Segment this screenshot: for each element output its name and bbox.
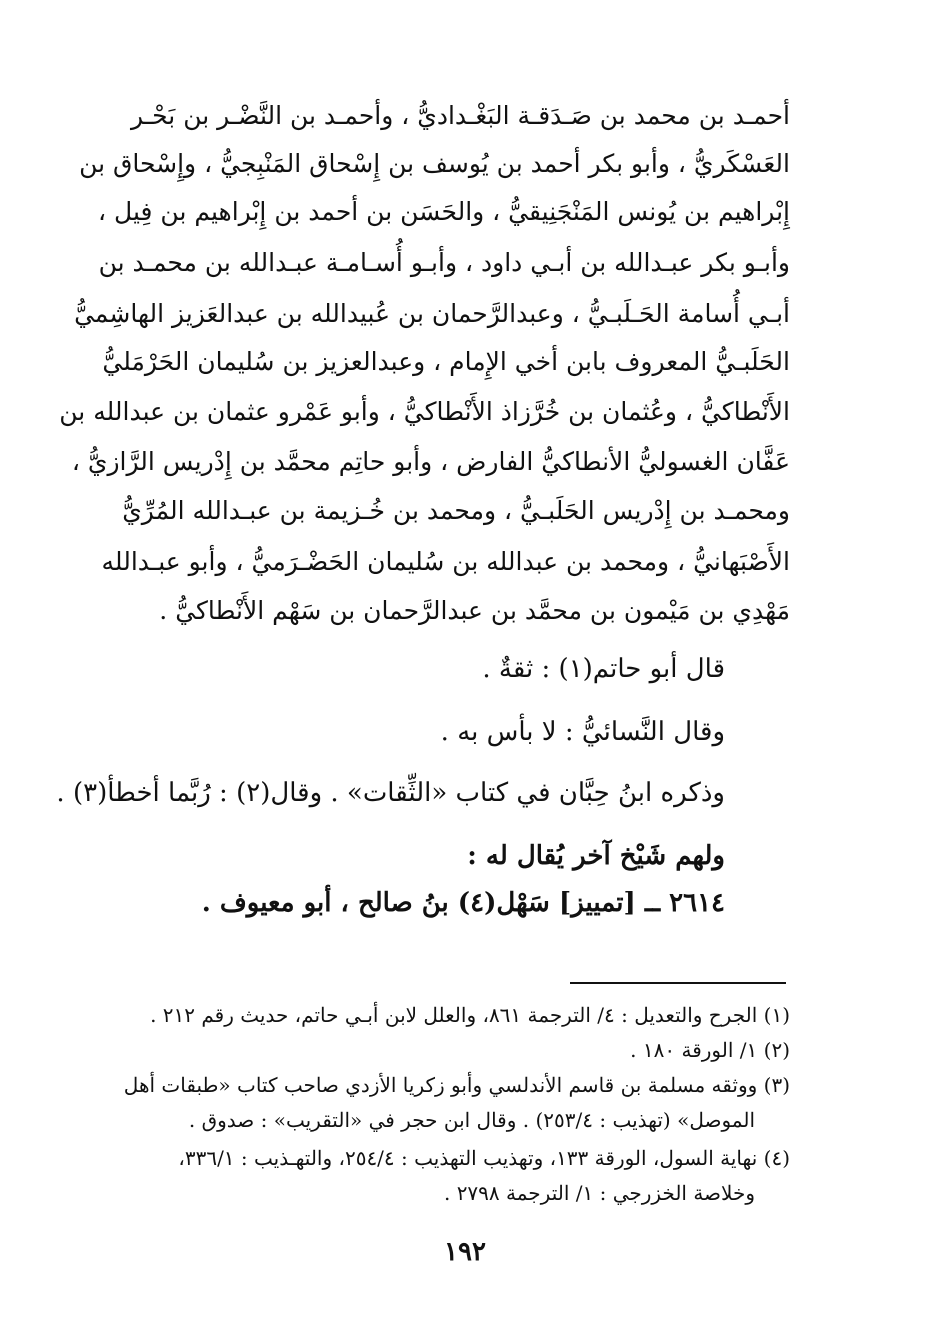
body-line-7: الأَنْطاكيُّ ، وعُثمان بن خُرَّزاذ الأَنْطاكيُّ ، وأبو عَمْرو عثمان بن عبدالله بن [59,397,790,426]
body-line-6: الحَلَبـيُّ المعروف بابن أخي الإِمام ، وعبدالعزيز بن سُليمان الحَرْمَليُّ [102,347,790,376]
body-line-10: الأَصْبَهانيُّ ، ومحمد بن عبدالله بن سُليمان الحَضْـرَميُّ ، وأبو عبـدالله [101,547,790,576]
body-line-9: ومحمـد بن إِدْريس الحَلَبـيُّ ، ومحمد بن خُـزيمة بن عبـدالله المُرِّيُّ [122,496,790,525]
quote-abu-hatim: قال أبو حاتم(١) : ثقةٌ . [482,654,725,684]
body-line-2: العَسْكَريُّ ، وأبو بكر أحمد بن يُوسف بن إِسْحاق المَنْبِجيُّ ، وإِسْحاق بن [79,149,790,178]
body-line-8: عَفَّان الغسوليُّ الأنطاكيُّ الفارض ، وأبو حاتِم محمَّد بن إِدْريس الرَّازيُّ ، [71,447,790,476]
body-line-1: أحمـد بن محمد بن صَـدَقـة البَغْـداديُّ ، وأحمـد بن النَّضْـر بن بَحْـر [131,101,790,130]
body-line-3: إِبْراهيم بن يُونس المَنْجَنِيقيُّ ، والحَسَن بن أحمد بن إِبْراهيم بن فِيل ، [98,197,790,226]
entry-heading: ٢٦١٤ ــ [تمييز] سَهْل(٤) بنُ صالح ، أبو معيوف . [201,888,725,918]
section-heading: ولهم شَيْخ آخر يُقال له : [467,841,725,871]
body-line-11: مَهْدِي بن مَيْمون بن محمَّد بن عبدالرَّحمان بن سَهْم الأَنْطاكيُّ . [159,596,790,625]
quote-nasai: وقال النَّسائيُّ : لا بأس به . [440,717,725,747]
footnote-separator [570,982,786,984]
footnote-4-continued: وخلاصة الخزرجي : ١/ الترجمة ٢٧٩٨ . [443,1181,755,1205]
footnote-3-continued: الموصل» (تهذيب : ٢٥٣/٤) . وقال ابن حجر في «التقريب» : صدوق . [188,1108,755,1132]
body-line-5: أبـي أُسامة الحَـلَبـيُّ ، وعبدالرَّحمان بن عُبيدالله بن عبدالعَزيز الهاشِميُّ [74,299,790,328]
footnote-3: (٣) ووثقه مسلمة بن قاسم الأندلسي وأبو زكريا الأزدي صاحب كتاب «طبقات أهل [123,1073,790,1097]
body-line-4: وأبـو بكر عبـدالله بن أبـي داود ، وأبـو أُسـامـة عبـدالله بن محمـد بن [98,248,790,277]
footnote-2: (٢) ١/ الورقة ١٨٠ . [630,1038,790,1062]
footnote-1: (١) الجرح والتعديل : ٤/ الترجمة ٨٦١، والعلل لابن أبـي حاتم، حديث رقم ٢١٢ . [150,1003,790,1027]
footnote-4: (٤) نهاية السول، الورقة ١٣٣، وتهذيب التهذيب : ٢٥٤/٤، والتهـذيب : ٣٣٦/١، [178,1146,790,1170]
page-number: ١٩٢ [444,1237,486,1267]
quote-ibn-hibban: وذكره ابنُ حِبَّان في كتاب «الثِّقات» . وقال(٢) : رُبَّما أخطأ(٣) . [56,778,725,808]
